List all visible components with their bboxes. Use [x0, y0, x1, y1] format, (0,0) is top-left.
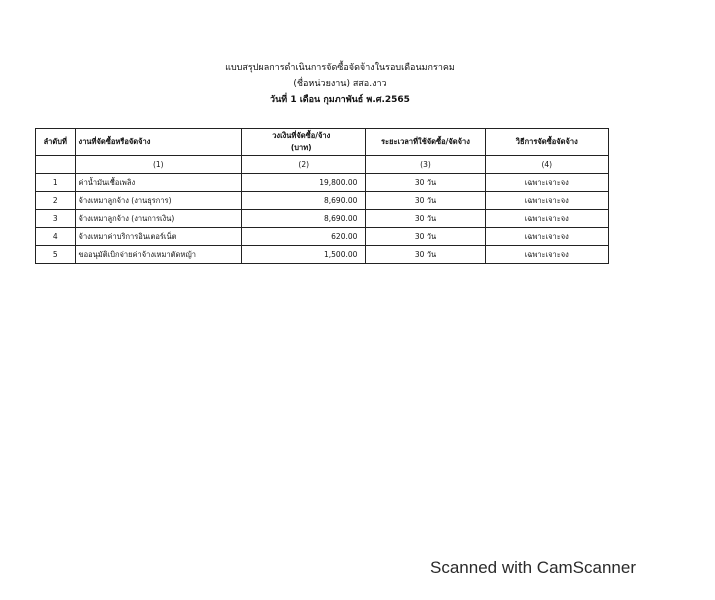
document-date: วันที่ 1 เดือน กุมภาพันธ์ พ.ศ.2565	[270, 95, 410, 105]
ref-cell: (3)	[366, 156, 485, 174]
row-no: 5	[36, 246, 76, 264]
row-no: 1	[36, 174, 76, 192]
table-row	[36, 174, 609, 192]
row-item: จ้างเหมาลูกจ้าง (งานธุรการ)	[75, 192, 242, 210]
row-item: ค่าน้ำมันเชื้อเพลิง	[75, 174, 242, 192]
header-item: งานที่จัดซื้อหรือจัดจ้าง	[75, 129, 242, 156]
header-amount-unit: (บาท)	[290, 143, 312, 152]
document-title: แบบสรุปผลการดำเนินการจัดซื้อจัดจ้างในรอบเดือนมกราคม	[225, 63, 455, 73]
header-period: ระยะเวลาที่ใช้จัดซื้อ/จัดจ้าง	[366, 129, 485, 156]
table-row	[36, 210, 609, 228]
row-item: ขออนุมัติเบิกจ่ายค่าจ้างเหมาตัดหญ้า	[75, 246, 242, 264]
row-amount: 620.00	[242, 228, 366, 246]
row-amount: 19,800.00	[242, 174, 366, 192]
row-period: 30 วัน	[366, 174, 485, 192]
row-period: 30 วัน	[366, 228, 485, 246]
row-period: 30 วัน	[366, 192, 485, 210]
row-period: 30 วัน	[366, 246, 485, 264]
table-row	[36, 192, 609, 210]
row-method: เฉพาะเจาะจง	[485, 192, 608, 210]
row-item: จ้างเหมาลูกจ้าง (งานการเงิน)	[75, 210, 242, 228]
ref-cell	[36, 156, 76, 174]
header-no: ลำดับที่	[36, 129, 76, 156]
ref-cell: (4)	[485, 156, 608, 174]
table-row	[36, 228, 609, 246]
row-method: เฉพาะเจาะจง	[485, 174, 608, 192]
table-header-row	[36, 129, 609, 156]
row-item: จ้างเหมาค่าบริการอินเตอร์เน็ต	[75, 228, 242, 246]
row-no: 2	[36, 192, 76, 210]
column-ref-row	[36, 156, 609, 174]
table-row	[36, 246, 609, 264]
row-method: เฉพาะเจาะจง	[485, 228, 608, 246]
row-no: 3	[36, 210, 76, 228]
row-method: เฉพาะเจาะจง	[485, 210, 608, 228]
procurement-summary-table	[35, 128, 609, 264]
row-method: เฉพาะเจาะจง	[485, 246, 608, 264]
row-amount: 1,500.00	[242, 246, 366, 264]
camscanner-watermark: Scanned with CamScanner	[430, 558, 637, 577]
row-amount: 8,690.00	[242, 210, 366, 228]
header-amount-label: วงเงินที่จัดซื้อ/จ้าง	[272, 131, 331, 140]
row-no: 4	[36, 228, 76, 246]
header-amount	[242, 129, 366, 156]
header-method: วิธีการจัดซื้อจัดจ้าง	[485, 129, 608, 156]
row-period: 30 วัน	[366, 210, 485, 228]
ref-cell: (2)	[242, 156, 366, 174]
row-amount: 8,690.00	[242, 192, 366, 210]
document-header	[150, 60, 530, 108]
agency-name: (ชื่อหน่วยงาน) สสอ.งาว	[293, 79, 387, 89]
ref-cell: (1)	[75, 156, 242, 174]
